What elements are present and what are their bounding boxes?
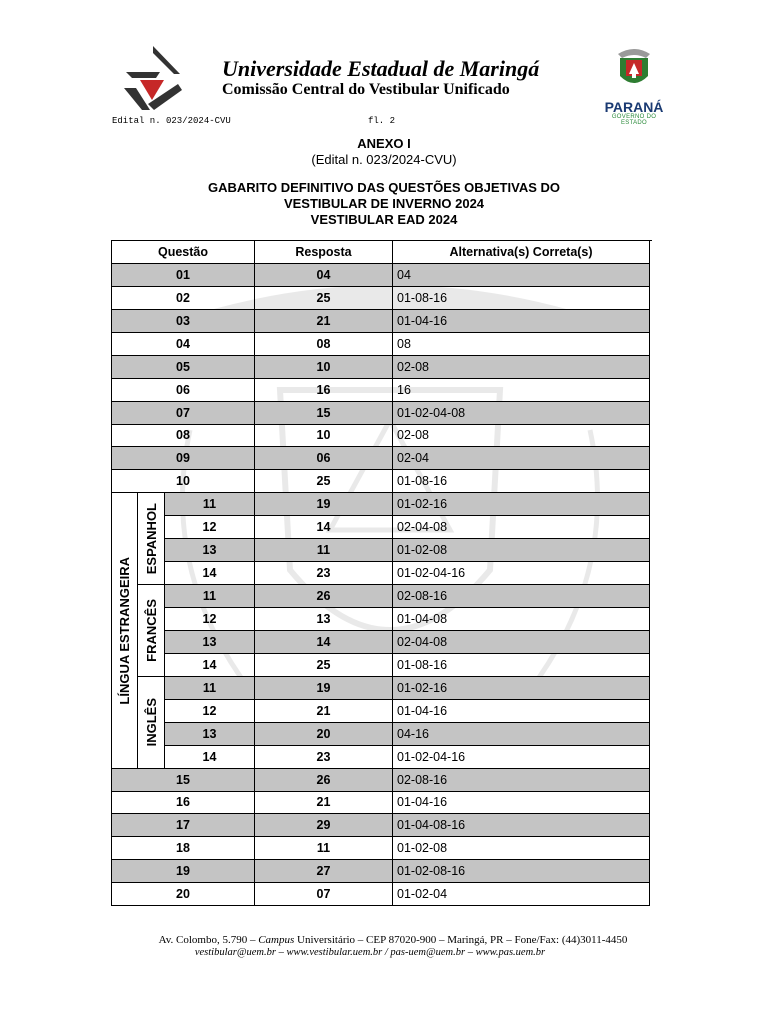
answer-sum: 23 bbox=[255, 746, 393, 769]
question-number: 03 bbox=[112, 310, 255, 333]
correct-alternatives: 16 bbox=[393, 379, 650, 402]
question-number: 11 bbox=[165, 493, 255, 516]
anexo-title: ANEXO I bbox=[357, 136, 411, 151]
question-number: 06 bbox=[112, 379, 255, 402]
correct-alternatives: 01-04-16 bbox=[393, 792, 650, 815]
question-number: 10 bbox=[112, 470, 255, 493]
question-number: 20 bbox=[112, 883, 255, 906]
parana-logo bbox=[598, 44, 670, 126]
question-number: 19 bbox=[112, 860, 255, 883]
answer-sum: 15 bbox=[255, 402, 393, 425]
correct-alternatives: 04 bbox=[393, 264, 650, 287]
parana-word: PARANÁ bbox=[604, 99, 664, 115]
answer-sum: 11 bbox=[255, 539, 393, 562]
correct-alternatives: 02-08-16 bbox=[393, 769, 650, 792]
title-line-1: GABARITO DEFINITIVO DAS QUESTÕES OBJETIVAS DO bbox=[207, 180, 560, 195]
correct-alternatives: 01-02-08-16 bbox=[393, 860, 650, 883]
correct-alternatives: 01-04-16 bbox=[393, 310, 650, 333]
answer-sum: 14 bbox=[255, 631, 393, 654]
correct-alternatives: 01-08-16 bbox=[393, 287, 650, 310]
header-alternativas: Alternativa(s) Correta(s) bbox=[393, 241, 650, 264]
frances-label: FRANCÊS bbox=[138, 585, 165, 677]
answer-sum: 29 bbox=[255, 814, 393, 837]
question-number: 15 bbox=[112, 769, 255, 792]
question-number: 04 bbox=[112, 333, 255, 356]
question-number: 18 bbox=[112, 837, 255, 860]
answer-sum: 26 bbox=[255, 769, 393, 792]
question-number: 11 bbox=[165, 585, 255, 608]
correct-alternatives: 04-16 bbox=[393, 723, 650, 746]
header-questao: Questão bbox=[112, 241, 255, 264]
correct-alternatives: 02-08-16 bbox=[393, 585, 650, 608]
answer-sum: 13 bbox=[255, 608, 393, 631]
header-resposta: Resposta bbox=[255, 241, 393, 264]
answer-sum: 21 bbox=[255, 310, 393, 333]
correct-alternatives: 01-02-04-16 bbox=[393, 746, 650, 769]
question-number: 07 bbox=[112, 402, 255, 425]
answer-sum: 10 bbox=[255, 425, 393, 448]
correct-alternatives: 01-02-04-08 bbox=[393, 402, 650, 425]
correct-alternatives: 01-08-16 bbox=[393, 654, 650, 677]
question-number: 09 bbox=[112, 447, 255, 470]
question-number: 14 bbox=[165, 562, 255, 585]
answer-sum: 19 bbox=[255, 677, 393, 700]
answer-sum: 23 bbox=[255, 562, 393, 585]
correct-alternatives: 02-04 bbox=[393, 447, 650, 470]
answer-sum: 25 bbox=[255, 287, 393, 310]
answer-sum: 07 bbox=[255, 883, 393, 906]
answer-sum: 06 bbox=[255, 447, 393, 470]
uem-logo bbox=[120, 44, 186, 114]
title-line-2: VESTIBULAR DE INVERNO 2024 bbox=[283, 196, 485, 211]
correct-alternatives: 01-04-08-16 bbox=[393, 814, 650, 837]
answer-sum: 21 bbox=[255, 700, 393, 723]
document-title bbox=[0, 180, 768, 228]
answer-sum: 19 bbox=[255, 493, 393, 516]
espanhol-label: ESPANHOL bbox=[138, 493, 165, 585]
answer-sum: 04 bbox=[255, 264, 393, 287]
correct-alternatives: 02-04-08 bbox=[393, 516, 650, 539]
lingua-estrangeira-label: LÍNGUA ESTRANGEIRA bbox=[112, 493, 138, 768]
question-number: 16 bbox=[112, 792, 255, 815]
correct-alternatives: 08 bbox=[393, 333, 650, 356]
answer-sum: 26 bbox=[255, 585, 393, 608]
answer-key-table bbox=[111, 240, 652, 906]
correct-alternatives: 02-08 bbox=[393, 356, 650, 379]
parana-coat-of-arms-icon bbox=[612, 44, 656, 92]
commission-name: Comissão Central do Vestibular Unificado bbox=[222, 81, 510, 98]
correct-alternatives: 01-04-08 bbox=[393, 608, 650, 631]
question-number: 13 bbox=[165, 539, 255, 562]
correct-alternatives: 01-02-16 bbox=[393, 493, 650, 516]
edital-subtitle: (Edital n. 023/2024-CVU) bbox=[311, 152, 457, 167]
question-number: 17 bbox=[112, 814, 255, 837]
question-number: 13 bbox=[165, 723, 255, 746]
question-number: 14 bbox=[165, 654, 255, 677]
answer-sum: 14 bbox=[255, 516, 393, 539]
question-number: 01 bbox=[112, 264, 255, 287]
correct-alternatives: 02-04-08 bbox=[393, 631, 650, 654]
answer-sum: 11 bbox=[255, 837, 393, 860]
correct-alternatives: 02-08 bbox=[393, 425, 650, 448]
correct-alternatives: 01-08-16 bbox=[393, 470, 650, 493]
answer-sum: 16 bbox=[255, 379, 393, 402]
edital-ref: Edital n. 023/2024-CVU bbox=[112, 116, 231, 126]
title-line-3: VESTIBULAR EAD 2024 bbox=[310, 212, 458, 227]
correct-alternatives: 01-04-16 bbox=[393, 700, 650, 723]
answer-sum: 08 bbox=[255, 333, 393, 356]
answer-sum: 25 bbox=[255, 654, 393, 677]
page-ref: fl. 2 bbox=[368, 116, 396, 126]
question-number: 05 bbox=[112, 356, 255, 379]
question-number: 13 bbox=[165, 631, 255, 654]
question-number: 02 bbox=[112, 287, 255, 310]
ingles-label: INGLÊS bbox=[138, 677, 165, 769]
answer-sum: 25 bbox=[255, 470, 393, 493]
answer-sum: 10 bbox=[255, 356, 393, 379]
university-name: Universidade Estadual de Maringá bbox=[222, 56, 540, 81]
correct-alternatives: 01-02-08 bbox=[393, 539, 650, 562]
question-number: 12 bbox=[165, 516, 255, 539]
correct-alternatives: 01-02-16 bbox=[393, 677, 650, 700]
question-number: 14 bbox=[165, 746, 255, 769]
question-number: 12 bbox=[165, 608, 255, 631]
answer-sum: 20 bbox=[255, 723, 393, 746]
question-number: 12 bbox=[165, 700, 255, 723]
correct-alternatives: 01-02-04-16 bbox=[393, 562, 650, 585]
footer-address: Av. Colombo, 5.790 – Campus Universitário – CEP 87020-900 – Maringá, PR – Fone/Fax: (44)3011-4450 bbox=[158, 934, 628, 946]
correct-alternatives: 01-02-04 bbox=[393, 883, 650, 906]
answer-sum: 27 bbox=[255, 860, 393, 883]
answer-sum: 21 bbox=[255, 792, 393, 815]
question-number: 11 bbox=[165, 677, 255, 700]
parana-gov: GOVERNO DO ESTADO bbox=[611, 114, 657, 126]
question-number: 08 bbox=[112, 425, 255, 448]
correct-alternatives: 01-02-08 bbox=[393, 837, 650, 860]
footer-contacts: vestibular@uem.br – www.vestibular.uem.br / pas-uem@uem.br – www.pas.uem.br bbox=[194, 947, 546, 958]
